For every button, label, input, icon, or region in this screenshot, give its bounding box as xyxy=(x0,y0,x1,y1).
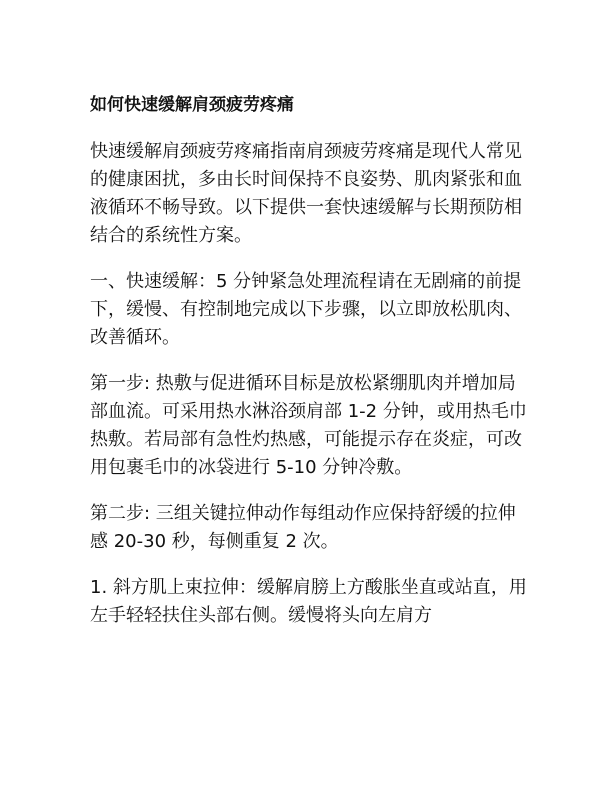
paragraph-step-one: 第一步: 热敷与促进循环目标是放松紧绷肌肉并增加局部血流。可采用热水淋浴颈肩部 1-2 分钟，或用热毛巾热敷。若局部有急性灼热感，可能提示存在炎症，可改用包裹毛巾的冰袋进行 5-10 分钟冷敷。 xyxy=(90,373,527,478)
paragraph-intro: 快速缓解肩颈疲劳疼痛指南肩颈疲劳疼痛是现代人常见的健康困扰，多由长时间保持不良姿势、肌肉紧张和血液循环不畅导致。以下提供一套快速缓解与长期预防相结合的系统性方案。 xyxy=(90,141,522,246)
document-body xyxy=(90,92,530,648)
paragraph-step-two: 第二步: 三组关键拉伸动作每组动作应保持舒缓的拉伸感 20-30 秒，每侧重复 2 次。 xyxy=(90,503,516,552)
document-title: 如何快速缓解肩颈疲劳疼痛 xyxy=(90,95,294,115)
paragraph-section-quick-relief: 一、快速缓解：5 分钟紧急处理流程请在无剧痛的前提下，缓慢、有控制地完成以下步骤，以立即放松肌肉、改善循环。 xyxy=(90,271,522,348)
paragraph-stretch-one: 1. 斜方肌上束拉伸：缓解肩膀上方酸胀坐直或站直，用左手轻轻扶住头部右侧。缓慢将头向左肩方 xyxy=(90,577,527,626)
